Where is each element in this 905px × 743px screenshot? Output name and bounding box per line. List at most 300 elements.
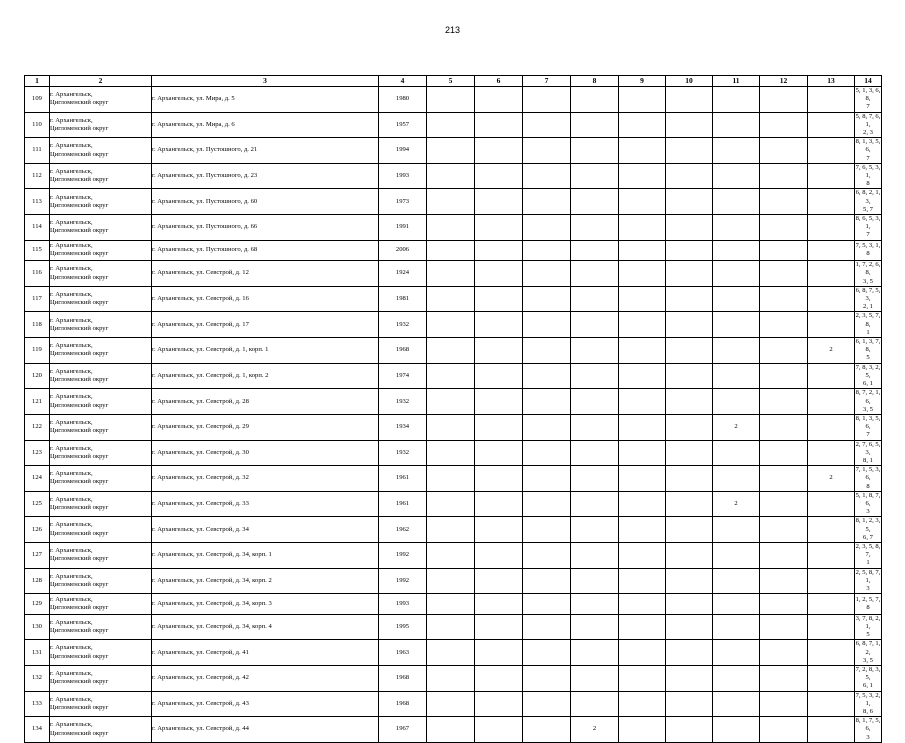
housing-registry-table [24,75,882,743]
column-header-4: 4 [379,76,427,87]
col12-cell [760,338,808,364]
col8-cell [571,261,619,287]
col9-cell [619,640,666,666]
col5-cell [427,640,475,666]
address-cell: г. Архангельск, ул. Севстрой, д. 12 [152,261,379,287]
col13-cell [808,261,855,287]
priority-order-line1: 2, 3, 5, 7, 8, [855,312,881,328]
year-cell: 1957 [379,112,427,138]
table-row [25,665,882,691]
address-cell: г. Архангельск, ул. Севстрой, д. 16 [152,286,379,312]
col13-cell [808,640,855,666]
col12-cell [760,640,808,666]
col6-cell [475,414,523,440]
row-number: 125 [25,491,50,517]
row-number: 113 [25,189,50,215]
year-cell: 1993 [379,594,427,615]
row-number: 120 [25,363,50,389]
priority-order-line1: 5, 1, 3, 6, 8, [855,87,881,103]
municipality-district: Цигломенский округ [50,299,109,307]
col7-cell [523,338,571,364]
priority-order-cell [855,163,882,189]
year-cell: 1967 [379,717,427,743]
col11-cell: 2 [713,491,760,517]
municipality-district: Цигломенский округ [50,652,109,660]
priority-order-line2: 8, 1 [863,456,873,464]
priority-order-line2: 7 [866,431,870,439]
col7-cell [523,665,571,691]
address-cell: г. Архангельск, ул. Севстрой, д. 29 [152,414,379,440]
col8-cell [571,665,619,691]
priority-order-line1: 7, 8, 3, 2, 5, [855,363,881,379]
col6-cell [475,665,523,691]
year-cell: 1974 [379,363,427,389]
column-header-2: 2 [50,76,152,87]
col6-cell [475,138,523,164]
address-cell: г. Архангельск, ул. Пустошного, д. 68 [152,240,379,261]
col7-cell [523,542,571,568]
col11-cell [713,389,760,415]
col7-cell [523,614,571,640]
row-number: 114 [25,215,50,241]
year-cell: 1968 [379,338,427,364]
row-number: 124 [25,466,50,492]
col13-cell [808,286,855,312]
municipality-cell [50,691,152,717]
col8-cell [571,542,619,568]
col7-cell [523,517,571,543]
col9-cell [619,665,666,691]
municipality-city: г. Архангельск, [50,116,93,124]
col6-cell [475,363,523,389]
col13-cell [808,215,855,241]
municipality-city: г. Архангельск, [50,618,93,626]
col10-cell [666,466,713,492]
year-cell: 1934 [379,414,427,440]
year-cell: 1992 [379,568,427,594]
row-number: 132 [25,665,50,691]
col13-cell [808,312,855,338]
col8-cell [571,440,619,466]
address-cell: г. Архангельск, ул. Севстрой, д. 34, корп. 1 [152,542,379,568]
col12-cell [760,261,808,287]
col10-cell [666,286,713,312]
col9-cell [619,286,666,312]
col10-cell [666,717,713,743]
col9-cell [619,338,666,364]
municipality-cell [50,466,152,492]
col7-cell [523,240,571,261]
municipality-cell [50,215,152,241]
col7-cell [523,389,571,415]
municipality-cell [50,640,152,666]
municipality-district: Цигломенский округ [50,401,109,409]
col11-cell [713,338,760,364]
table-row [25,389,882,415]
priority-order-cell [855,261,882,287]
year-cell: 1991 [379,215,427,241]
col11-cell [713,691,760,717]
col10-cell [666,440,713,466]
address-cell: г. Архангельск, ул. Пустошного, д. 21 [152,138,379,164]
municipality-city: г. Архангельск, [50,521,93,529]
table-row [25,466,882,492]
col13-cell [808,240,855,261]
municipality-city: г. Архангельск, [50,193,93,201]
col11-cell [713,286,760,312]
priority-order-line2: 6, 1 [863,380,873,388]
col12-cell [760,665,808,691]
address-cell: г. Архангельск, ул. Севстрой, д. 17 [152,312,379,338]
col10-cell [666,614,713,640]
municipality-district: Цигломенский округ [50,227,109,235]
municipality-city: г. Архангельск, [50,444,93,452]
priority-order-line1: 7, 5, 3, 1, 8 [855,242,881,258]
municipality-district: Цигломенский округ [50,201,109,209]
column-header-3: 3 [152,76,379,87]
col7-cell [523,691,571,717]
col13-cell [808,138,855,164]
col11-cell [713,163,760,189]
year-cell: 1932 [379,389,427,415]
col10-cell [666,240,713,261]
year-cell: 1994 [379,138,427,164]
col5-cell [427,665,475,691]
col10-cell [666,363,713,389]
col9-cell [619,517,666,543]
col6-cell [475,542,523,568]
col6-cell [475,640,523,666]
municipality-cell [50,389,152,415]
col7-cell [523,163,571,189]
col9-cell [619,261,666,287]
municipality-city: г. Архангельск, [50,495,93,503]
col5-cell [427,261,475,287]
col11-cell [713,665,760,691]
col8-cell [571,312,619,338]
address-cell: г. Архангельск, ул. Севстрой, д. 30 [152,440,379,466]
col5-cell [427,312,475,338]
priority-order-line2: 5, 7 [863,205,873,213]
col10-cell [666,163,713,189]
col9-cell [619,691,666,717]
table-row [25,363,882,389]
municipality-cell [50,338,152,364]
priority-order-line2: 6, 1 [863,682,873,690]
row-number: 127 [25,542,50,568]
municipality-city: г. Архангельск, [50,470,93,478]
priority-order-cell [855,112,882,138]
municipality-city: г. Архангельск, [50,219,93,227]
year-cell: 1963 [379,640,427,666]
col8-cell [571,215,619,241]
col8-cell [571,640,619,666]
col10-cell [666,338,713,364]
priority-order-line2: 2, 3 [863,129,873,137]
col11-cell [713,717,760,743]
priority-order-line2: 7 [866,103,870,111]
col6-cell [475,691,523,717]
priority-order-line1: 2, 3, 5, 8, 7, [855,542,881,559]
priority-order-line1: 8, 1, 3, 5, 6, [855,414,881,431]
col5-cell [427,138,475,164]
col7-cell [523,440,571,466]
year-cell: 1980 [379,87,427,113]
col13-cell [808,189,855,215]
col8-cell [571,363,619,389]
address-cell: г. Архангельск, ул. Севстрой, д. 34, корп. 3 [152,594,379,615]
col11-cell [713,215,760,241]
year-cell: 1993 [379,163,427,189]
priority-order-line2: 8 [866,180,870,188]
column-header-14: 14 [855,76,882,87]
table-row [25,240,882,261]
priority-order-cell [855,138,882,164]
row-number: 130 [25,614,50,640]
municipality-district: Цигломенский округ [50,150,109,158]
municipality-cell [50,286,152,312]
priority-order-line2: 7 [866,231,870,239]
col6-cell [475,215,523,241]
col5-cell [427,389,475,415]
col9-cell [619,717,666,743]
column-header-11: 11 [713,76,760,87]
municipality-district: Цигломенский округ [50,603,109,611]
col5-cell [427,614,475,640]
table-row [25,87,882,113]
priority-order-cell [855,286,882,312]
table-row [25,517,882,543]
year-cell: 1961 [379,491,427,517]
col8-cell: 2 [571,717,619,743]
municipality-cell [50,87,152,113]
address-cell: г. Архангельск, ул. Севстрой, д. 1, корп. 2 [152,363,379,389]
col7-cell [523,717,571,743]
col8-cell [571,112,619,138]
col13-cell [808,614,855,640]
col13-cell [808,665,855,691]
year-cell: 1973 [379,189,427,215]
priority-order-line1: 8, 7, 2, 1, 6, [855,389,881,405]
col7-cell [523,363,571,389]
municipality-city: г. Архангельск, [50,547,93,555]
col13-cell [808,568,855,594]
col6-cell [475,568,523,594]
col10-cell [666,215,713,241]
address-cell: г. Архангельск, ул. Севстрой, д. 34, корп. 2 [152,568,379,594]
col9-cell [619,568,666,594]
priority-order-cell [855,215,882,241]
col6-cell [475,491,523,517]
municipality-cell [50,717,152,743]
col9-cell [619,138,666,164]
col10-cell [666,389,713,415]
col9-cell [619,363,666,389]
col13-cell [808,594,855,615]
col6-cell [475,163,523,189]
municipality-cell [50,363,152,389]
municipality-district: Цигломенский округ [50,678,109,686]
priority-order-line1: 7, 6, 5, 3, 1, [855,163,881,180]
row-number: 110 [25,112,50,138]
col6-cell [475,87,523,113]
municipality-city: г. Архангельск, [50,721,93,729]
municipality-district: Цигломенский округ [50,99,109,107]
col7-cell [523,594,571,615]
col11-cell [713,189,760,215]
priority-order-cell [855,640,882,666]
row-number: 131 [25,640,50,666]
municipality-city: г. Архангельск, [50,142,93,150]
priority-order-cell [855,491,882,517]
col12-cell [760,440,808,466]
municipality-cell [50,440,152,466]
col12-cell [760,691,808,717]
col7-cell [523,414,571,440]
municipality-city: г. Архангельск, [50,316,93,324]
priority-order-line2: 1 [866,328,870,336]
table-row [25,691,882,717]
col10-cell [666,138,713,164]
priority-order-cell [855,594,882,615]
row-number: 122 [25,414,50,440]
col11-cell [713,261,760,287]
row-number: 134 [25,717,50,743]
col5-cell [427,87,475,113]
col13-cell [808,363,855,389]
municipality-cell [50,665,152,691]
table-row [25,594,882,615]
address-cell: г. Архангельск, ул. Севстрой, д. 44 [152,717,379,743]
municipality-city: г. Архангельск, [50,393,93,401]
col7-cell [523,112,571,138]
priority-order-line2: 3, 5 [863,405,873,413]
col5-cell [427,466,475,492]
row-number: 133 [25,691,50,717]
col6-cell [475,112,523,138]
row-number: 112 [25,163,50,189]
col8-cell [571,614,619,640]
priority-order-line1: 6, 8, 2, 1, 3, [855,189,881,205]
priority-order-cell [855,717,882,743]
col6-cell [475,261,523,287]
row-number: 116 [25,261,50,287]
priority-order-cell [855,389,882,415]
row-number: 117 [25,286,50,312]
municipality-cell [50,491,152,517]
col7-cell [523,215,571,241]
municipality-city: г. Архангельск, [50,290,93,298]
col12-cell [760,163,808,189]
column-header-12: 12 [760,76,808,87]
municipality-cell [50,163,152,189]
table-row [25,286,882,312]
col12-cell [760,414,808,440]
address-cell: г. Архангельск, ул. Мира, д. 6 [152,112,379,138]
priority-order-line1: 8, 6, 5, 3, 1, [855,215,881,231]
col11-cell [713,240,760,261]
priority-order-line1: 5, 8, 7, 6, 1, [855,112,881,128]
municipality-cell [50,542,152,568]
table-row [25,261,882,287]
year-cell: 1924 [379,261,427,287]
municipality-district: Цигломенский округ [50,504,109,512]
year-cell: 1968 [379,691,427,717]
municipality-district: Цигломенский округ [50,324,109,332]
municipality-cell [50,517,152,543]
column-header-8: 8 [571,76,619,87]
col13-cell [808,491,855,517]
address-cell: г. Архангельск, ул. Пустошного, д. 60 [152,189,379,215]
table-header-row [25,76,882,87]
municipality-district: Цигломенский округ [50,555,109,563]
col13-cell: 2 [808,466,855,492]
col10-cell [666,568,713,594]
col9-cell [619,112,666,138]
priority-order-line1: 7, 2, 8, 3, 5, [855,665,881,682]
priority-order-line2: 2, 1 [863,303,873,311]
address-cell: г. Архангельск, ул. Севстрой, д. 43 [152,691,379,717]
municipality-city: г. Архангельск, [50,242,93,250]
priority-order-cell [855,189,882,215]
municipality-cell [50,112,152,138]
priority-order-cell [855,363,882,389]
address-cell: г. Архангельск, ул. Севстрой, д. 34, корп. 4 [152,614,379,640]
priority-order-line2: 5 [866,631,870,639]
col10-cell [666,189,713,215]
col8-cell [571,491,619,517]
col7-cell [523,568,571,594]
col12-cell [760,517,808,543]
col11-cell [713,568,760,594]
col13-cell [808,440,855,466]
column-header-1: 1 [25,76,50,87]
col9-cell [619,491,666,517]
col10-cell [666,691,713,717]
year-cell: 1961 [379,466,427,492]
col10-cell [666,517,713,543]
table-row [25,338,882,364]
municipality-district: Цигломенский округ [50,273,109,281]
col5-cell [427,542,475,568]
col13-cell: 2 [808,338,855,364]
municipality-district: Цигломенский округ [50,176,109,184]
col9-cell [619,542,666,568]
col9-cell [619,215,666,241]
year-cell: 2006 [379,240,427,261]
col5-cell [427,338,475,364]
col9-cell [619,240,666,261]
col12-cell [760,363,808,389]
year-cell: 1968 [379,665,427,691]
col11-cell [713,614,760,640]
col5-cell [427,240,475,261]
table-row [25,163,882,189]
priority-order-line2: 3 [866,508,870,516]
col7-cell [523,466,571,492]
municipality-district: Цигломенский округ [50,124,109,132]
table-row [25,717,882,743]
priority-order-line2: 8, 6 [863,708,873,715]
municipality-district: Цигломенский округ [50,375,109,383]
priority-order-line2: 3 [866,733,870,741]
col12-cell [760,112,808,138]
col9-cell [619,389,666,415]
col13-cell [808,163,855,189]
priority-order-cell [855,240,882,261]
col10-cell [666,542,713,568]
col13-cell [808,87,855,113]
